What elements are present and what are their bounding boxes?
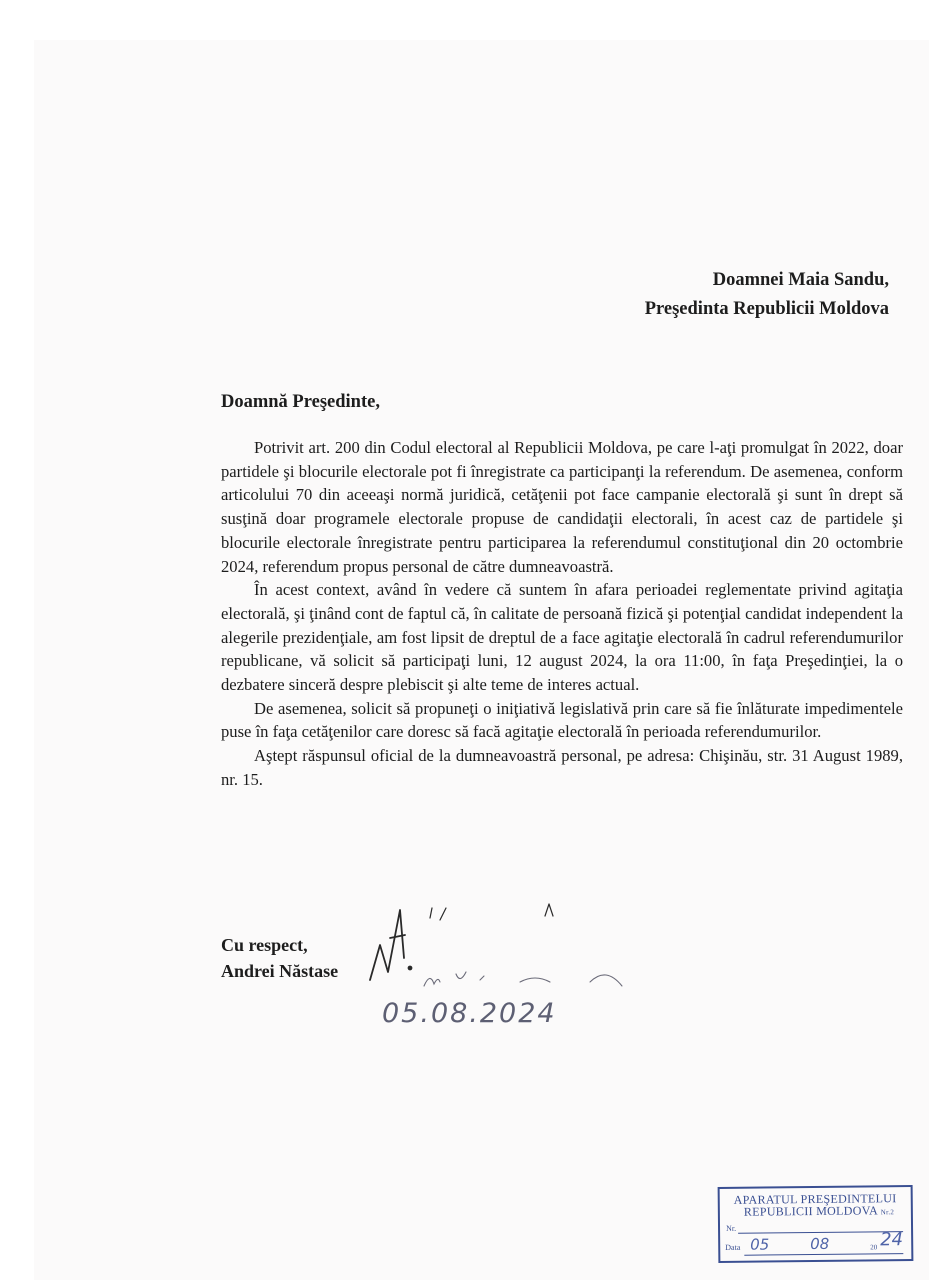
stamp-day: 05	[750, 1235, 770, 1254]
stamp-year-prefix: 20	[870, 1243, 878, 1252]
paragraph-1: Potrivit art. 200 din Codul electoral al Republicii Moldova, pe care l-aţi promulgat în 2022, doar partidele şi blocurile electorale pot fi înregistrate ca participanţi la referendum. De asemenea, conform articolului 70 din aceeaşi normă juridică, cetăţenii pot face campanie electorală şi sunt în drept să susţină doar programele electorale propuse de candidaţii electorali, în acest caz de partidele şi blocurile electorale înregistrate pentru participarea la referendumul constituţional din 20 octombrie 2024, referendum propus personal de către dumneavoastră.	[221, 438, 903, 576]
signature-date: 05.08.2024	[382, 998, 557, 1029]
stamp-number-label: Nr.	[725, 1223, 737, 1233]
handwritten-signature	[360, 890, 650, 1030]
addressee-title: Preşedinta Republicii Moldova	[644, 299, 889, 319]
closing-block	[221, 932, 338, 984]
stamp-number-line	[738, 1231, 903, 1234]
stamp-line-2-suffix: Nr.2	[880, 1208, 895, 1217]
stamp-line-1: APARATUL PREŞEDINTELUI	[733, 1191, 897, 1207]
stamp-line-2	[744, 1203, 894, 1220]
stamp-date-label: Data	[725, 1242, 741, 1252]
addressee-name: Doamnei Maia Sandu,	[712, 270, 889, 290]
letter-body	[221, 436, 903, 792]
closing-phrase: Cu respect,	[221, 935, 308, 955]
paragraph-2: În acest context, având în vedere că suntem în afara perioadei reglementate privind agitaţia electorală, şi ţinând cont de faptul că, în calitate de persoană fizică şi potenţial candidat independent la alegerile prezidenţiale, am fost lipsit de dreptul de a face agitaţie electorală în cadrul referendumurilor republicane, vă solicit să participaţi luni, 12 august 2024, la ora 11:00, în faţa Preşedinţiei, la o dezbatere sinceră despre plebiscit şi alte teme de interes actual.	[221, 580, 903, 695]
salutation: Doamnă Preşedinte,	[221, 392, 380, 412]
sender-name: Andrei Năstase	[221, 961, 339, 981]
paragraph-3: De asemenea, solicit să propuneţi o iniţiativă legislativă prin care să fie înlăturate impedimentele puse în faţa cetăţenilor care doresc să facă agitaţie electorală în perioada referendumurilor.	[221, 698, 903, 742]
paragraph-4: Aştept răspunsul oficial de la dumneavoastră personal, pe adresa: Chişinău, str. 31 August 1989, nr. 15.	[221, 746, 903, 789]
signature-drawing	[360, 890, 650, 1030]
addressee-block	[645, 266, 889, 324]
stamp-year: 24	[880, 1229, 904, 1251]
stamp-line-2-text: REPUBLICII MOLDOVA	[743, 1203, 878, 1219]
stamp-month: 08	[810, 1234, 830, 1254]
registration-stamp	[718, 1185, 914, 1263]
